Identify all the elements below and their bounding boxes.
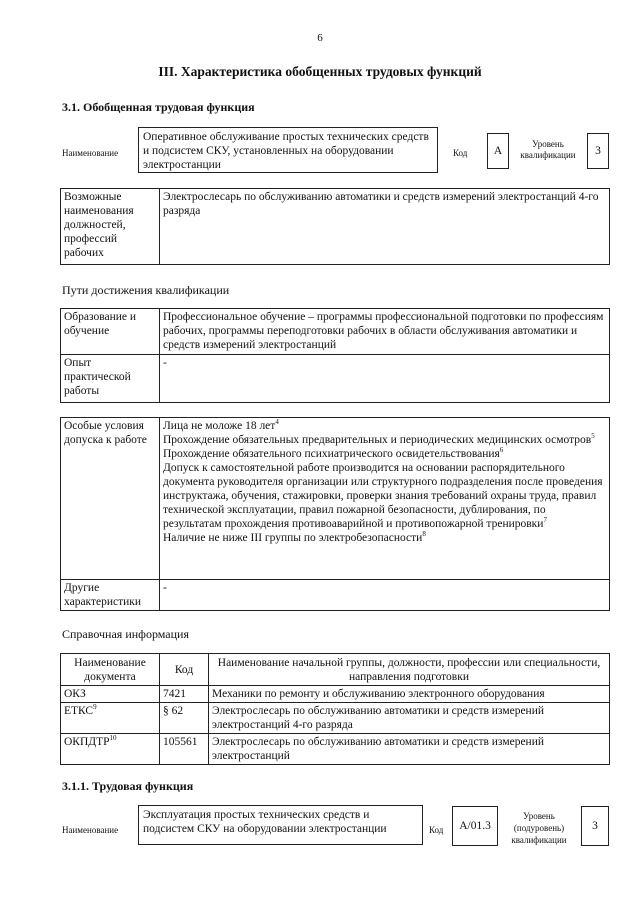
otf-name-label: Наименование [62, 148, 119, 158]
condition-item: Допуск к самостоятельной работе производится на основании распорядительного документа руководителя организации или структурного подразделения после проведения инструктажа, обучения, стажировки, проверки знания требований охраны труда, правил технической эксплуатации, правил пожарной безопасности, дублирования, по результатам прохождения противоаварийной и противопожарной тренировки$^7$ [163, 462, 603, 530]
positions-label: Возможные наименования должностей, профессий рабочих [61, 189, 160, 265]
ref-name: Механики по ремонту и обслуживанию электронного оборудования [209, 686, 610, 703]
education-table [60, 308, 610, 403]
ref-doc: ЕТКС$^9$ [61, 703, 160, 734]
table-row [61, 734, 610, 765]
ref-code: 105561 [160, 734, 209, 765]
reference-caption: Справочная информация [62, 627, 189, 641]
education-label: Образование и обучение [61, 309, 160, 355]
otf-level-value: 3 [587, 133, 609, 169]
positions-table [60, 188, 610, 265]
tf-code-value: А/01.3 [452, 806, 498, 846]
condition-item: Прохождение обязательного психиатрического освидетельствования$^6$ [163, 446, 504, 460]
positions-value: Электрослесарь по обслуживанию автоматики и средств измерений электростанций 4-го разряда [160, 189, 610, 265]
other-value: - [160, 580, 610, 611]
ref-header-doc: Наименование документа [61, 654, 160, 686]
tf-level-label: Уровень (подуровень) квалификации [511, 811, 567, 845]
otf-code-label: Код [453, 148, 468, 158]
condition-item: Прохождение обязательных предварительных и периодических медицинских осмотров$^5$ [163, 432, 595, 446]
ref-code: 7421 [160, 686, 209, 703]
conditions-table [60, 417, 610, 611]
conditions-list [160, 418, 610, 580]
education-value: Профессиональное обучение – программы профессиональной подготовки по профессиям рабочих, программы переподготовки рабочих в области обслуживания автоматики и средств измерений электростанций [160, 309, 610, 355]
condition-item: Лица не моложе 18 лет$^4$ [163, 418, 279, 432]
otf-heading: 3.1. Обобщенная трудовая функция [62, 100, 255, 114]
section-title: III. Характеристика обобщенных трудовых функций [158, 64, 482, 79]
ref-name: Электрослесарь по обслуживанию автоматики и средств измерений электростанций [209, 734, 610, 765]
conditions-label: Особые условия допуска к работе [61, 418, 160, 580]
tf-name-label: Наименование [62, 825, 119, 835]
table-row [61, 686, 610, 703]
tf-code-label: Код [429, 825, 444, 835]
tf-level-value: 3 [581, 806, 609, 846]
other-label: Другие характеристики [61, 580, 160, 611]
tf-heading: 3.1.1. Трудовая функция [62, 779, 194, 793]
condition-item: Наличие не ниже III группы по электробезопасности$^8$ [163, 530, 426, 544]
experience-value: - [160, 355, 610, 403]
ref-code: § 62 [160, 703, 209, 734]
ref-header-code: Код [160, 654, 209, 686]
paths-caption: Пути достижения квалификации [62, 283, 230, 297]
ref-name: Электрослесарь по обслуживанию автоматики и средств измерений электростанций 4-го разряда [209, 703, 610, 734]
reference-table [60, 653, 610, 765]
otf-name-value: Оперативное обслуживание простых технических средств и подсистем СКУ, установленных на оборудовании электростанции [138, 127, 438, 173]
otf-code-value: А [487, 133, 509, 169]
tf-name-value: Эксплуатация простых технических средств и подсистем СКУ на оборудовании электростанции [138, 805, 423, 845]
experience-label: Опыт практической работы [61, 355, 160, 403]
ref-doc: ОКЗ [61, 686, 160, 703]
otf-level-label: Уровень квалификации [520, 139, 576, 160]
ref-doc: ОКПДТР$^{10}$ [61, 734, 160, 765]
page-number: 6 [317, 32, 323, 44]
ref-header-name: Наименование начальной группы, должности, профессии или специальности, направления подготовки [209, 654, 610, 686]
table-row [61, 703, 610, 734]
